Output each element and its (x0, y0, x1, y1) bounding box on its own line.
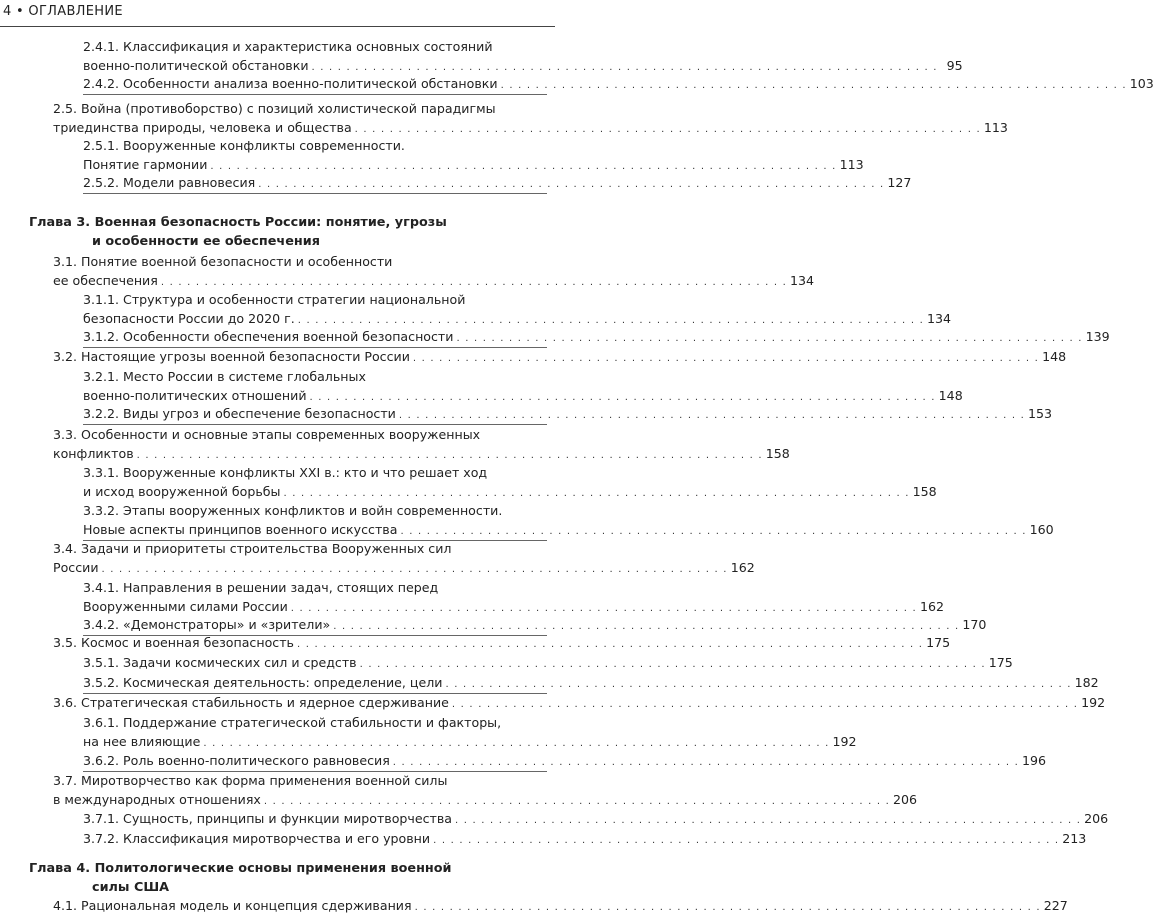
dot-leader: . . . . . . . . . . . . . . . . . . . . . . . . . . . . . . . . . . . . . . . . . . . . . . . . . . . . . . . . . . . . . . . . . . . . . . . . (258, 179, 885, 190)
dot-leader: . . . . . . . . . . . . . . . . . . . . . . . . . . . . . . . . . . . . . . . . . . . . . . . . . . . . . . . . . . . . . . . . . . . . . . . . (210, 161, 837, 172)
toc-entry-last-line (83, 616, 987, 636)
page-number-ref: 113 (839, 157, 864, 172)
toc-entry[interactable] (83, 464, 937, 502)
toc-entry-title-line: 3.4.1. Направления в решении задач, стоящих перед (83, 580, 439, 595)
toc-entry-title-line: 2.5. Война (противоборство) с позиций холистической парадигмы (53, 101, 496, 116)
toc-entry-title-line: 3.1.2. Особенности обеспечения военной безопасности (83, 329, 454, 344)
dot-leader: . . . . . . . . . . . . . . . . . . . . . . . . . . . . . . . . . . . . . . . . . . . . . . . . . . . . . . . . . . . . . . . . . . . . . . . . (354, 124, 981, 135)
toc-entry-last-line (53, 897, 1068, 917)
toc-entry-last-line (83, 830, 1087, 850)
toc-entry[interactable] (83, 291, 951, 329)
toc-entry-title-line: 3.7.1. Сущность, принципы и функции миротворчества (83, 811, 452, 826)
toc-entry-title-line: 3.1. Понятие военной безопасности и особенности (53, 254, 393, 269)
dot-leader: . . . . . . . . . . . . . . . . . . . . . . . . . . . . . . . . . . . . . . . . . . . . . . . . . . . . . . . . . . . . . . . . . . . . . . . . (297, 315, 924, 326)
header-title: ОГЛАВЛЕНИЕ (28, 4, 123, 19)
toc-entry-last-line (83, 483, 937, 503)
toc-entry-last-line (83, 405, 1053, 425)
toc-entry-last-line (83, 521, 1054, 541)
toc-entry-title-line: 4.1. Рациональная модель и концепция сдерживания (53, 898, 412, 913)
toc-entry[interactable] (83, 38, 963, 76)
dot-leader: . . . . . . . . . . . . . . . . . . . . . . . . . . . . . . . . . . . . . . . . . . . . . . . . . . . . . . . . . . . . . . . . . . . . . . . . (451, 699, 1079, 710)
toc-entry-last-line (83, 654, 1013, 674)
toc-entry[interactable] (53, 772, 918, 810)
toc-entry[interactable] (53, 100, 1008, 138)
dot-leader: . . . . . . . . . . . . . . . . . . . . . . . . . . . . . . . . . . . . . . . . . . . . . . . . . . . . . . . . . . . . . . . . . . . . . . . . (263, 796, 891, 807)
page-number-ref: 227 (1043, 898, 1068, 913)
toc-entry[interactable] (83, 405, 1053, 425)
page-number-ref: 192 (832, 734, 857, 749)
toc-entry-title-line: 3.7.2. Классификация миротворчества и его уровни (83, 831, 431, 846)
chapter-heading-line: Глава 4. Политологические основы применения военной (29, 861, 452, 876)
dot-leader: . . . . . . . . . . . . . . . . . . . . . . . . . . . . . . . . . . . . . . . . . . . . . . . . . . . . . . . . . . . . . . . . . . . . . . . . (283, 488, 910, 499)
page-number-ref: 170 (962, 617, 987, 632)
toc-entry-title-line: на нее влияющие (83, 734, 201, 749)
toc-entry-title-line: ее обеспечения (53, 273, 158, 288)
toc-entry-last-line (53, 348, 1067, 368)
dot-leader: . . . . . . . . . . . . . . . . . . . . . . . . . . . . . . . . . . . . . . . . . . . . . . . . . . . . . . . . . . . . . . . . . . . . . . . . (333, 621, 960, 632)
toc-entry-title-line: военно-политических отношений (83, 388, 307, 403)
toc-entry-title-line: 3.6.1. Поддержание стратегической стабильности и факторы, (83, 715, 502, 730)
toc-entry-title-line: 3.7. Миротворчество как форма применения военной силы (53, 773, 448, 788)
dot-leader: . . . . . . . . . . . . . . . . . . . . . . . . . . . . . . . . . . . . . . . . . . . . . . . . . . . . . . . . . . . . . . . . . . . . . . . . (412, 353, 1040, 364)
toc-entry[interactable] (53, 634, 951, 653)
toc-entry-title-line: 3.2.1. Место России в системе глобальных (83, 369, 366, 384)
toc-entry-title-line: конфликтов (53, 446, 134, 461)
toc-entry-title-line: России (53, 560, 99, 575)
dot-leader: . . . . . . . . . . . . . . . . . . . . . . . . . . . . . . . . . . . . . . . . . . . . . . . . . . . . . . . . . . . . . . . . . . . . . . . . (359, 659, 986, 670)
dot-leader: . . . . . . . . . . . . . . . . . . . . . . . . . . . . . . . . . . . . . . . . . . . . . . . . . . . . . . . . . . . . . . . . . . . . . . . . (392, 757, 1019, 768)
dot-leader: . . . . . . . . . . . . . . . . . . . . . . . . . . . . . . . . . . . . . . . . . . . . . . . . . . . . . . . . . . . . . . . . . . . . . . . . (398, 410, 1026, 421)
toc-entry[interactable] (83, 502, 1054, 541)
chapter-heading-line: и особенности ее обеспечения (92, 234, 320, 249)
dot-leader: . . . . . . . . . . . . . . . . . . . . . . . . . . . . . . . . . . . . . . . . . . . . . . . . . . . . . . . . . . . . . . . . . . . . . . . . (309, 392, 936, 403)
toc-entry[interactable] (83, 137, 864, 175)
page-number-ref: 148 (938, 388, 963, 403)
toc-entry-title-line: Понятие гармонии (83, 157, 208, 172)
page-number: 4 (3, 4, 12, 19)
page-number-ref: 175 (988, 655, 1013, 670)
page-number-ref: 206 (893, 792, 918, 807)
toc-entry-last-line (83, 752, 1046, 772)
toc-entry-title-line: в международных отношениях (53, 792, 261, 807)
toc-entry-last-line (83, 57, 963, 77)
dot-leader: . . . . . . . . . . . . . . . . . . . . . . . . . . . . . . . . . . . . . . . . . . . . . . . . . . . . . . . . . . . . . . . . . . . . . . . . (414, 902, 1041, 913)
toc-entry-title-line: 3.3. Особенности и основные этапы современных вооруженных (53, 427, 481, 442)
toc-entry[interactable] (83, 75, 1154, 95)
chapter-heading (29, 860, 452, 895)
toc-entry-last-line (53, 445, 790, 465)
page-number-ref: 139 (1085, 329, 1110, 344)
toc-entry-title-line: 2.4.2. Особенности анализа военно-политической обстановки (83, 76, 498, 91)
page-number-ref: 134 (789, 273, 815, 288)
toc-entry-title-line: 3.5.1. Задачи космических сил и средств (83, 655, 357, 670)
dot-leader: . . . . . . . . . . . . . . . . . . . . . . . . . . . . . . . . . . . . . . . . . . . . . . . . . . . . . . . . . . . . . . . . . . . . . . . . (290, 603, 917, 614)
toc-entry-title-line: 2.5.2. Модели равновесия (83, 175, 256, 190)
dot-leader: . . . . . . . . . . . . . . . . . . . . . . . . . . . . . . . . . . . . . . . . . . . . . . . . . . . . . . . . . . . . . . . . . . . . . . . . (455, 815, 1082, 826)
toc-entry-last-line (83, 174, 912, 194)
page-number-ref: 160 (1029, 522, 1054, 537)
toc-entry-title-line: 3.3.1. Вооруженные конфликты XXI в.: кто и что решает ход (83, 465, 488, 480)
toc-entry-last-line (83, 387, 963, 407)
toc-entry-last-line (83, 733, 857, 753)
toc-entry-last-line (53, 634, 951, 654)
dot-leader: . . . . . . . . . . . . . . . . . . . . . . . . . . . . . . . . . . . . . . . . . . . . . . . . . . . . . . . . . . . . . . . . . . . . . . . . (433, 835, 1060, 846)
page-number-ref: 127 (887, 175, 912, 190)
toc-entry-title-line: 3.6.2. Роль военно-политического равновесия (83, 753, 390, 768)
header-bullet: • (16, 4, 24, 19)
toc-entry-last-line (53, 272, 815, 292)
dot-leader: . . . . . . . . . . . . . . . . . . . . . . . . . . . . . . . . . . . . . . . . . . . . . . . . . . . . . . . . . . . . . . . . . . . . . . . . (160, 277, 787, 288)
dot-leader: . . . . . . . . . . . . . . . . . . . . . . . . . . . . . . . . . . . . . . . . . . . . . . . . . . . . . . . . . . . . . . . . . . . . . . . . (311, 62, 938, 73)
toc-entry-title-line: 2.4.1. Классификация и характеристика основных состояний (83, 39, 493, 54)
page-number-ref: 158 (912, 484, 937, 499)
toc-entry[interactable] (53, 694, 1106, 713)
dot-leader: . . . . . . . . . . . . . . . . . . . . . . . . . . . . . . . . . . . . . . . . . . . . . . . . . . . . . . . . . . . . . . . . . . . . . . . . (400, 526, 1027, 537)
toc-entry-title-line: Новые аспекты принципов военного искусства (83, 522, 398, 537)
chapter-heading-line: силы США (92, 880, 170, 895)
toc-entry-last-line (83, 75, 1154, 95)
page-number-ref: 196 (1021, 753, 1046, 768)
toc-entry[interactable] (83, 830, 1087, 849)
page-number-ref: 103 (1129, 76, 1154, 91)
dot-leader: . . . . . . . . . . . . . . . . . . . . . . . . . . . . . . . . . . . . . . . . . . . . . . . . . . . . . . . . . . . . . . . . . . . . . . . . (296, 639, 924, 650)
dot-leader: . . . . . . . . . . . . . . . . . . . . . . . . . . . . . . . . . . . . . . . . . . . . . . . . . . . . . . . . . . . . . . . . . . . . . . . . (500, 80, 1127, 91)
toc-entry-last-line (53, 694, 1106, 714)
toc-entry-title-line: 3.2. Настоящие угрозы военной безопасности России (53, 349, 410, 364)
page-number-ref: 162 (919, 599, 944, 614)
page-number-ref: 134 (926, 311, 951, 326)
toc-entry-title-line: 3.5. Космос и военная безопасность (53, 635, 294, 650)
chapter-heading (29, 214, 447, 249)
toc-entry-title-line: Вооруженными силами России (83, 599, 288, 614)
toc-entry-last-line (53, 559, 755, 579)
toc-entry-last-line (83, 328, 1110, 348)
toc-entry-title-line: и исход вооруженной борьбы (83, 484, 281, 499)
toc-entry-title-line: военно-политической обстановки (83, 58, 309, 73)
toc-entry[interactable] (83, 752, 1046, 772)
toc-entry[interactable] (53, 897, 1068, 916)
toc-entry-title-line: 2.5.1. Вооруженные конфликты современности. (83, 138, 405, 153)
dot-leader: . . . . . . . . . . . . . . . . . . . . . . . . . . . . . . . . . . . . . . . . . . . . . . . . . . . . . . . . . . . . . . . . . . . . . . . . (136, 450, 763, 461)
toc-entry[interactable] (83, 368, 963, 406)
toc-entry-title-line: 3.2.2. Виды угроз и обеспечение безопасности (83, 406, 396, 421)
toc-entry-title-line: безопасности России до 2020 г. (83, 311, 295, 326)
toc-entry-title-line: 3.3.2. Этапы вооруженных конфликтов и войн современности. (83, 503, 503, 518)
dot-leader: . . . . . . . . . . . . . . . . . . . . . . . . . . . . . . . . . . . . . . . . . . . . . . . . . . . . . . . . . . . . . . . . . . . . . . . . (445, 679, 1072, 690)
toc-entry-last-line (83, 156, 864, 176)
page-number-ref: 182 (1074, 675, 1099, 690)
page-number-ref: 213 (1062, 831, 1087, 846)
toc-entry-title-line: 3.6. Стратегическая стабильность и ядерное сдерживание (53, 695, 449, 710)
toc-entry[interactable] (83, 616, 987, 636)
chapter-heading-line: Глава 3. Военная безопасность России: понятие, угрозы (29, 215, 447, 230)
toc-entry[interactable] (83, 714, 857, 752)
page-number-ref: 206 (1084, 811, 1109, 826)
toc-entry[interactable] (83, 328, 1110, 348)
toc-entry[interactable] (83, 810, 1109, 829)
dot-leader: . . . . . . . . . . . . . . . . . . . . . . . . . . . . . . . . . . . . . . . . . . . . . . . . . . . . . . . . . . . . . . . . . . . . . . . . (203, 738, 830, 749)
toc-entry-last-line (53, 119, 1008, 139)
page-number-ref: 175 (926, 635, 951, 650)
toc-entry-title-line: 3.4.2. «Демонстраторы» и «зрители» (83, 617, 331, 632)
toc-entry[interactable] (83, 579, 944, 617)
page-number-ref: 153 (1028, 406, 1053, 421)
toc-entry-last-line (83, 674, 1099, 694)
dot-leader: . . . . . . . . . . . . . . . . . . . . . . . . . . . . . . . . . . . . . . . . . . . . . . . . . . . . . . . . . . . . . . . . . . . . . . . . (101, 564, 728, 575)
toc-entry-title-line: 3.4. Задачи и приоритеты строительства Вооруженных сил (53, 541, 452, 556)
page-number-ref: 158 (765, 446, 790, 461)
toc-entry[interactable] (53, 540, 755, 578)
toc-entry[interactable] (53, 348, 1067, 367)
page-number-ref: 95 (946, 58, 963, 73)
toc-entry[interactable] (53, 253, 815, 291)
toc-entry-title-line: 3.5.2. Космическая деятельность: определение, цели (83, 675, 443, 690)
toc-entry-last-line (83, 598, 944, 618)
toc-entry-last-line (53, 791, 918, 811)
toc-entry-title-line: 3.1.1. Структура и особенности стратегии национальной (83, 292, 466, 307)
page-number-ref: 192 (1081, 695, 1106, 710)
toc-entry[interactable] (83, 674, 1099, 694)
dot-leader: . . . . . . . . . . . . . . . . . . . . . . . . . . . . . . . . . . . . . . . . . . . . . . . . . . . . . . . . . . . . . . . . . . . . . . . . (456, 333, 1083, 344)
toc-entry-last-line (83, 310, 951, 330)
page-number-ref: 148 (1042, 349, 1067, 364)
toc-entry-last-line (83, 810, 1109, 830)
toc-entry-title-line: триединства природы, человека и общества (53, 120, 352, 135)
page-number-ref: 162 (730, 560, 755, 575)
toc-entry[interactable] (83, 654, 1013, 673)
toc-entry[interactable] (83, 174, 912, 194)
page-number-ref: 113 (983, 120, 1008, 135)
toc-entry[interactable] (53, 426, 790, 464)
